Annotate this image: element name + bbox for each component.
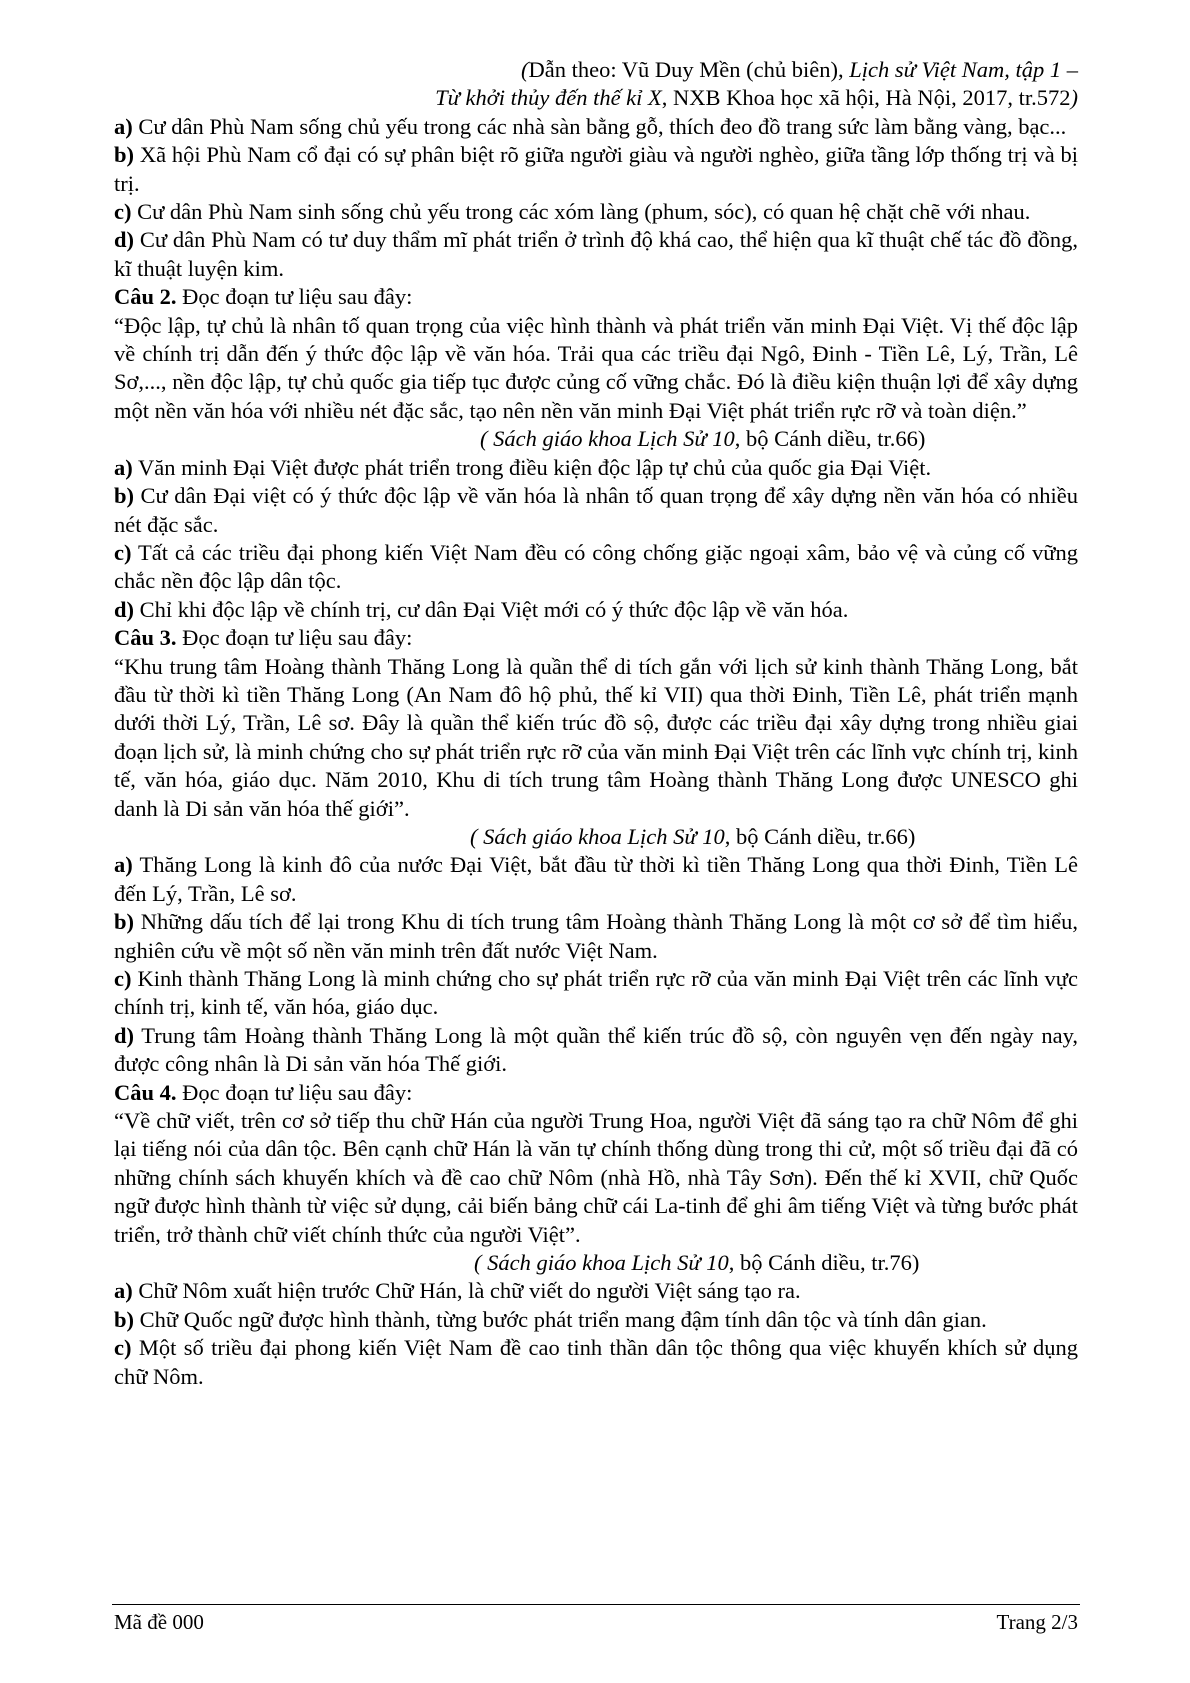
q3-passage: “Khu trung tâm Hoàng thành Thăng Long là quần thể di tích gắn với lịch sử kinh thành Thăng Long, bắt đầu từ thời kì tiền Thăng Long (An Nam đô hộ phủ, thế kỉ VII) qua thời Đinh, Tiền Lê, phát triển mạnh dưới thời Lý, Trần, Lê sơ. Đây là quần thể kiến trúc đồ sộ, được các triều đại xây dựng trong nhiều giai đoạn lịch sử, là minh chứng cho sự phát triển rực rỡ của văn minh Đại Việt trên các lĩnh vực chính trị, kinh tế, văn hóa, giáo dục. Năm 2010, Khu di tích trung tâm Hoàng thành Thăng Long được UNESCO ghi danh là Di sản văn hóa thế giới”. [114,653,1078,821]
exam-code: Mã đề 000 [114,1610,204,1634]
q2-source: ( Sách giáo khoa Lịch Sử 10, bộ Cánh diều, tr.66) [480,426,926,452]
q4-source: ( Sách giáo khoa Lịch Sử 10, bộ Cánh diều, tr.76) [474,1250,920,1276]
q3-statement-b: b) Những dấu tích để lại trong Khu di tích trung tâm Hoàng thành Thăng Long là một cơ sở để tìm hiểu, nghiên cứu về một số nền văn minh trên đất nước Việt Nam. [114,909,1078,963]
q3-statement-d: d) Trung tâm Hoàng thành Thăng Long là một quần thể kiến trúc đồ sộ, còn nguyên vẹn đến ngày nay, được công nhân là Di sản văn hóa Thế giới. [114,1022,1078,1077]
footer-divider [112,1604,1080,1605]
q1-statement-c: c) Cư dân Phù Nam sinh sống chủ yếu trong các xóm làng (phum, sóc), có quan hệ chặt chẽ với nhau. [114,199,1031,225]
page-number: Trang 2/3 [996,1610,1078,1634]
q3-statement-a: a) Thăng Long là kinh đô của nước Đại Việt, bắt đầu từ thời kì tiền Thăng Long qua thời Đinh, Tiền Lê đến Lý, Trần, Lê sơ. [114,852,1078,906]
q2-statement-b: b) Cư dân Đại việt có ý thức độc lập về văn hóa là nhân tố quan trọng để xây dựng nền văn hóa có nhiều nét đặc sắc. [114,483,1078,537]
q2-statement-d: d) Chỉ khi độc lập về chính trị, cư dân Đại Việt mới có ý thức độc lập về văn hóa. [114,596,849,622]
q3-source: ( Sách giáo khoa Lịch Sử 10, bộ Cánh diều, tr.66) [470,823,916,849]
q1-statement-b: b) Xã hội Phù Nam cổ đại có sự phân biệt rõ giữa người giàu và người nghèo, giữa tầng lớp thống trị và bị trị. [114,142,1078,196]
document-page [114,56,1078,1391]
q4-heading: Câu 4. Đọc đoạn tư liệu sau đây: [114,1079,413,1105]
citation-line-2: Từ khởi thủy đến thế kỉ X, NXB Khoa học xã hội, Hà Nội, 2017, tr.572) [435,85,1078,111]
q4-passage: “Về chữ viết, trên cơ sở tiếp thu chữ Hán của người Trung Hoa, người Việt đã sáng tạo ra chữ Nôm để ghi lại tiếng nói của dân tộc. Bên cạnh chữ Hán là văn tự chính thống dùng trong thi cử, một số triều đại đã có những chính sách khuyến khích và đề cao chữ Nôm (nhà Hồ, nhà Tây Sơn). Đến thế kỉ XVII, chữ Quốc ngữ được hình thành từ việc sử dụng, cải biến bảng chữ cái La-tinh để ghi âm tiếng Việt và từng bước phát triển, trở thành chữ viết chính thức của người Việt”. [114,1108,1078,1247]
q2-statement-c: c) Tất cả các triều đại phong kiến Việt Nam đều có công chống giặc ngoại xâm, bảo vệ và củng cố vững chắc nền độc lập dân tộc. [114,539,1078,594]
citation-line-1: (Dẫn theo: Vũ Duy Mền (chủ biên), Lịch sử Việt Nam, tập 1 – [520,57,1078,82]
q1-statement-d: d) Cư dân Phù Nam có tư duy thẩm mĩ phát triển ở trình độ khá cao, thể hiện qua kĩ thuật chế tác đồ đồng, kĩ thuật luyện kim. [114,227,1078,281]
q2-statement-a: a) Văn minh Đại Việt được phát triển trong điều kiện độc lập tự chủ của quốc gia Đại Việt. [114,454,932,480]
q4-statement-a: a) Chữ Nôm xuất hiện trước Chữ Hán, là chữ viết do người Việt sáng tạo ra. [114,1278,801,1304]
q4-statement-b: b) Chữ Quốc ngữ được hình thành, từng bước phát triển mang đậm tính dân tộc và tính dân gian. [114,1306,987,1332]
q3-statement-c: c) Kinh thành Thăng Long là minh chứng cho sự phát triển rực rỡ của văn minh Đại Việt trên các lĩnh vực chính trị, kinh tế, văn hóa, giáo dục. [114,966,1078,1020]
q3-heading: Câu 3. Đọc đoạn tư liệu sau đây: [114,625,413,651]
q2-passage: “Độc lập, tự chủ là nhân tố quan trọng của việc hình thành và phát triển văn minh Đại Việt. Vị thế độc lập về chính trị dẫn đến ý thức độc lập về văn hóa. Trải qua các triều đại Ngô, Đinh - Tiền Lê, Lý, Trần, Lê Sơ,..., nền độc lập, tự chủ quốc gia tiếp tục được củng cố vững chắc. Đó là điều kiện thuận lợi để xây dựng một nền văn hóa với nhiều nét đặc sắc, tạo nên nền văn minh Đại Việt phát triển rực rỡ và toàn diện.” [114,312,1078,423]
q2-heading: Câu 2. Đọc đoạn tư liệu sau đây: [114,284,413,310]
q1-statement-a: a) Cư dân Phù Nam sống chủ yếu trong các nhà sàn bằng gỗ, thích đeo đồ trang sức làm bằng vàng, bạc... [114,113,1067,139]
q4-statement-c: c) Một số triều đại phong kiến Việt Nam đề cao tinh thần dân tộc thông qua việc khuyến khích sử dụng chữ Nôm. [114,1335,1078,1389]
